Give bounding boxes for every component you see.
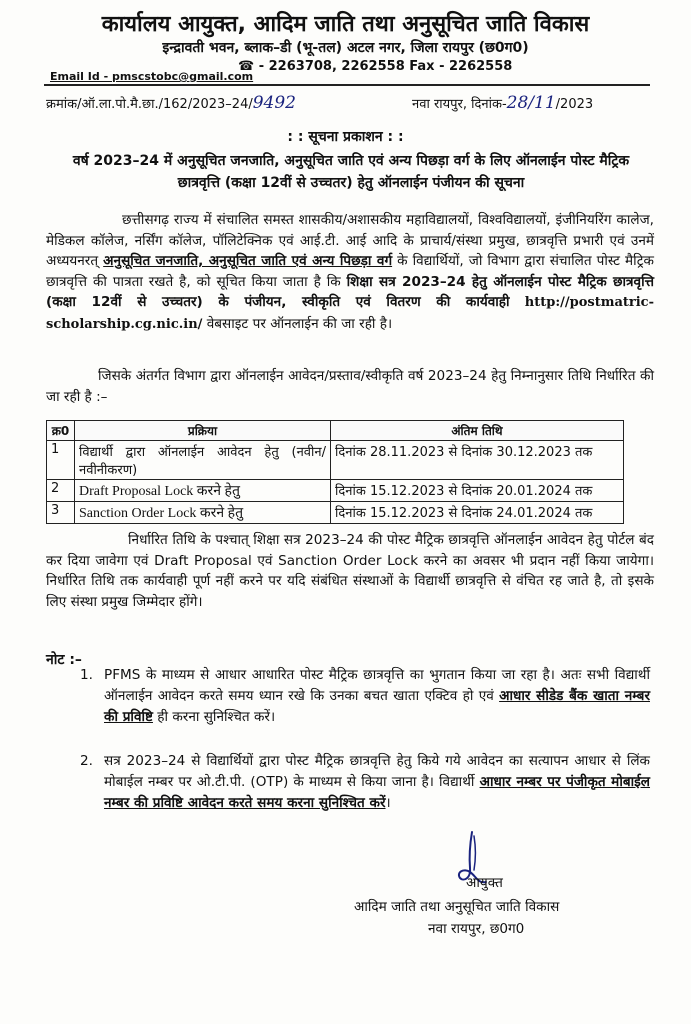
note-item [80,751,650,814]
note-body [104,751,650,814]
date-suffix: /2023 [555,97,594,112]
schedule-table [46,420,624,524]
reference-prefix: क्रमांक/ऑ.ला.पो.मै.छा./162/2023–24/ [46,97,253,112]
date-prefix: नवा रायपुर, दिनांक- [412,97,507,112]
cell-process: विद्यार्थी द्वारा ऑनलाईन आवेदन हेतु (नवीन/ नवीनीकरण) [75,441,331,480]
cell-process: Sanction Order Lock करने हेतु [75,502,331,524]
cell-sn: 1 [47,441,75,480]
signatory-department: आदिम जाति तथा अनुसूचित जाति विकास [354,899,560,915]
paragraph-deadline-warning: निर्धारित तिथि के पश्चात् शिक्षा सत्र 2023–24 की पोस्ट मैट्रिक छात्रवृत्ति ऑनलाईन आवेदन हेतु पोर्टल बंद कर दिया जावेगा एवं Draft Proposal एवं Sanction Order Lock करने का अवसर भी प्रदान नहीं किया जायेगा। निर्धारित तिथि तक कार्यवाही पूर्ण नहीं करने पर यदि संबंधित संस्थाओं के विद्यार्थी छात्रवृत्ति से वंचित रह जाते है, तो इसके लिए संस्था प्रमुख जिम्मेदार होंगे। [46,532,654,610]
note-emphasis: आधार नम्बर पर पंजीकृत मोबाईल नम्बर की प्रविष्टि आवेदन करते समय करना सुनिश्चित करें [104,774,651,811]
note-number: 1. [80,667,93,683]
portal-url-link[interactable]: http://postmatric-scholarship.cg.nic.in/ [46,295,654,332]
col-header-process: प्रक्रिया [75,421,331,441]
para1-text-2: के विद्यार्थियों, जो विभाग द्वारा संचालित पोस्ट मैट्रिक छात्रवृत्ति की पात्रता रखते है, को सूचित किया जाता है कि [46,253,654,290]
table-row [47,480,624,502]
header-divider [44,84,650,86]
issue-date [412,93,593,113]
cell-sn: 2 [47,480,75,502]
table-row [47,441,624,480]
office-title: कार्यालय आयुक्त, आदिम जाति तथा अनुसूचित जाति विकास [101,12,590,37]
cell-date: दिनांक 15.12.2023 से दिनांक 24.01.2024 तक [331,502,624,524]
note-number: 2. [80,753,93,769]
office-phone-fax: ☎ - 2263708, 2262558 Fax - 2262558 [238,59,513,74]
office-email: Email Id - pmscstobc@gmail.com [50,70,254,83]
para1-bold-session: शिक्षा सत्र 2023–24 हेतु ऑनलाईन पोस्ट मैट्रिक छात्रवृत्ति (कक्षा 12वीं से उच्चतर) के पंजीयन, स्वीकृति एवं वितरण की कार्यवाही [46,273,654,310]
para1-text-3: वेबसाइट पर ऑनलाईन की जा रही है। [202,315,393,332]
note-body [104,665,650,728]
col-header-last-date: अंतिम तिथि [331,421,624,441]
cell-sn: 3 [47,502,75,524]
reference-number [46,93,296,113]
schedule-header-row [47,421,624,441]
signatory-designation: आयुक्त [466,875,503,891]
paragraph-schedule-intro: जिसके अंतर्गत विभाग द्वारा ऑनलाईन आवेदन/प्रस्ताव/स्वीकृति वर्ष 2023–24 हेतु निम्नानुसार तिथि निर्धारित की जा रही है :– [46,368,654,405]
para1-text-1: छत्तीसगढ़ राज्य में संचालित समस्त शासकीय/अशासकीय महाविद्यालयों, विश्वविद्यालयों, इंजीनियरिंग कालेज, मेडिकल कॉलेज, नर्सिंग कॉलेज, पॉलिटेक्निक एवं आई.टी. आई आदि के प्राचार्य/संस्था प्रमुख, छात्रवृत्ति प्रभारी एवं उनमें अध्ययनरत् [46,212,654,269]
note-text-end: ही करना सुनिश्चित करें। [152,709,276,725]
cell-date: दिनांक 28.11.2023 से दिनांक 30.12.2023 तक [331,441,624,480]
notes-label: नोट :– [46,652,82,668]
note-text: सत्र 2023–24 से विद्यार्थियों द्वारा पोस्ट मैट्रिक छात्रवृत्ति हेतु किये गये आवेदन का सत्यापन आधार से लिंक मोबाईल नम्बर पर ओ.टी.पी. (OTP) के माध्यम से किया जाना है। विद्यार्थी [104,753,650,790]
office-address: इन्द्रावती भवन, ब्लाक–डी (भू-तल) अटल नगर, जिला रायपुर (छ0ग0) [162,40,529,56]
para1-bold-categories: अनुसूचित जनजाति, अनुसूचित जाति एवं अन्य पिछड़ा वर्ग [103,253,393,269]
notice-subject: वर्ष 2023–24 में अनुसूचित जनजाति, अनुसूचित जाति एवं अन्य पिछड़ा वर्ग के लिए ऑनलाईन पोस्ट मैट्रिक छात्रवृत्ति (कक्षा 12वीं से उच्चतर) हेतु ऑनलाईन पंजीयन की सूचना [72,153,630,191]
note-text-end: । [385,795,391,811]
reference-handwritten-number: 9492 [252,93,296,113]
note-text: PFMS के माध्यम से आधार आधारित पोस्ट मैट्रिक छात्रवृत्ति का भुगतान किया जा रहा है। अतः सभी विद्यार्थी ऑनलाईन आवेदन करते समय ध्यान रखे कि उनका बचत खाता एक्टिव हो एवं [104,667,650,704]
signatory-location: नवा रायपुर, छ0ग0 [428,921,525,937]
note-item [80,665,650,728]
table-row [47,502,624,524]
cell-process: Draft Proposal Lock करने हेतु [75,480,331,502]
paragraph-intro [46,210,654,335]
notice-heading: : : सूचना प्रकाशन : : [287,129,404,145]
col-header-sn: क्र0 [47,421,75,441]
cell-date: दिनांक 15.12.2023 से दिनांक 20.01.2024 तक [331,480,624,502]
handwritten-date: 28/11 [506,93,556,113]
note-emphasis: आधार सीडेड बैंक खाता नम्बर की प्रविष्टि [104,688,650,725]
